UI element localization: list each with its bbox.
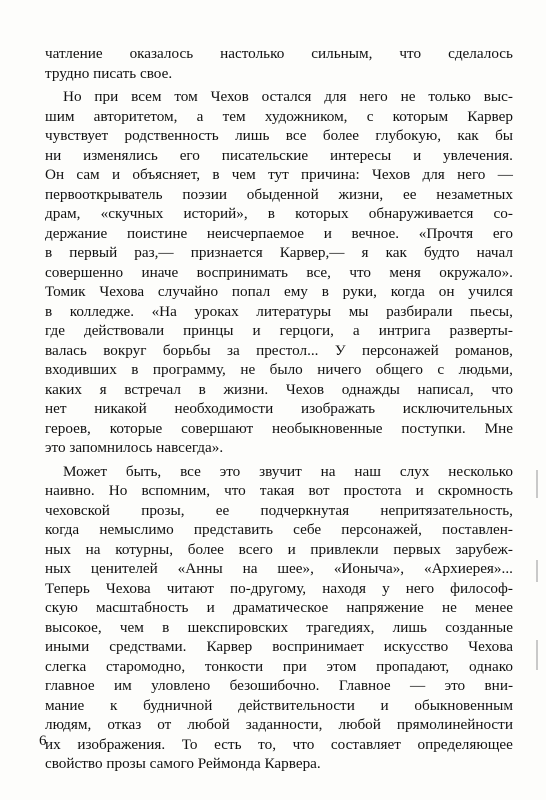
- text-line: драм, «скучных историй», в которых обнаруживается со-: [45, 205, 513, 222]
- text-line: главное им уловлено безошибочно. Главное — это вни-: [45, 677, 513, 694]
- text-line: чувствует родственность лишь все более глубокую, как бы: [45, 127, 513, 144]
- text-line: держание поистине неисчерпаемое и вечное. «Прочтя его: [45, 224, 513, 242]
- text-line: совершенно иначе воспринимать все, что меня окружало».: [45, 263, 513, 281]
- text-line: героев, которые совершают необыкновенные поступки. Мне: [45, 419, 513, 437]
- text-line: их изображения. То есть то, что составляет определяющее: [45, 735, 513, 753]
- text-line: людям, отказ от любой заданности, любой прямолинейности: [45, 716, 513, 733]
- text-line: каких я встречал в жизни. Чехов однажды написал, что: [45, 380, 513, 398]
- text-line: входивших в программу, не было ничего общего с людьми,: [45, 361, 513, 378]
- text-line: в первый раз,— признается Карвер,— я как будто начал: [45, 244, 513, 261]
- text-line: Он сам и объясняет, в чем тут причина: Чехов для него —: [45, 166, 513, 183]
- text-line: Теперь Чехова читают по-другому, находя у него философ-: [45, 579, 513, 597]
- page-number: 6: [39, 733, 47, 749]
- text-line: слегка старомодно, тонкости при этом пропадают, однако: [45, 657, 513, 675]
- text-line: шим авторитетом, а тем художником, с которым Карвер: [45, 107, 513, 125]
- text-line: ных на котурны, более всего и привлекли первых зарубеж-: [45, 540, 513, 558]
- text-line: Но при всем том Чехов остался для него не только выс-: [63, 88, 513, 105]
- text-line: трудно писать свое.: [45, 64, 173, 82]
- text-line: чеховской прозы, ее подчеркнутая непритязательность,: [45, 501, 513, 519]
- text-line: нет никакой необходимости изображать исключительных: [45, 400, 513, 417]
- scan-edge-mark: [536, 560, 538, 582]
- scan-edge-mark: [536, 470, 538, 498]
- text-line: иными средствами. Карвер воспринимает искусство Чехова: [45, 638, 513, 655]
- text-line: ни изменялись его писательские интересы и увлечения.: [45, 146, 513, 164]
- text-line: ных ценителей «Анны на шее», «Ионыча», «Архиерея»...: [45, 560, 513, 577]
- text-line: Томик Чехова случайно попал ему в руки, когда он учился: [45, 283, 513, 300]
- paragraph: [45, 87, 513, 458]
- text-line: свойство прозы самого Реймонда Карвера.: [45, 755, 321, 772]
- text-line: в колледже. «На уроках литературы мы разбирали пьесы,: [45, 302, 513, 320]
- text-line: наивно. Но вспомним, что такая вот простота и скромность: [45, 482, 513, 499]
- text-line: скую масштабность и драматическое напряжение не менее: [45, 599, 513, 616]
- paragraph: [45, 44, 513, 83]
- scan-edge-mark: [536, 640, 538, 670]
- body-text: [45, 44, 513, 774]
- text-line: это запомнилось навсегда».: [45, 439, 224, 456]
- text-line: чатление оказалось настолько сильным, что сделалось: [45, 45, 513, 62]
- text-line: первооткрыватель поэзии обыденной жизни, ее незаметных: [45, 185, 513, 203]
- text-line: где действовали принцы и герцоги, а интрига разверты-: [45, 322, 513, 339]
- text-line: высокое, чем в шекспировских трагедиях, лишь созданные: [45, 618, 513, 636]
- paragraph: [45, 462, 513, 774]
- text-line: мание к будничной действительности и обыкновенным: [45, 696, 513, 714]
- text-line: Может быть, все это звучит на наш слух несколько: [63, 462, 513, 480]
- text-line: когда немыслимо представить себе персонажей, поставлен-: [45, 521, 513, 538]
- text-line: валась вокруг борьбы за престол... У персонажей романов,: [45, 341, 513, 359]
